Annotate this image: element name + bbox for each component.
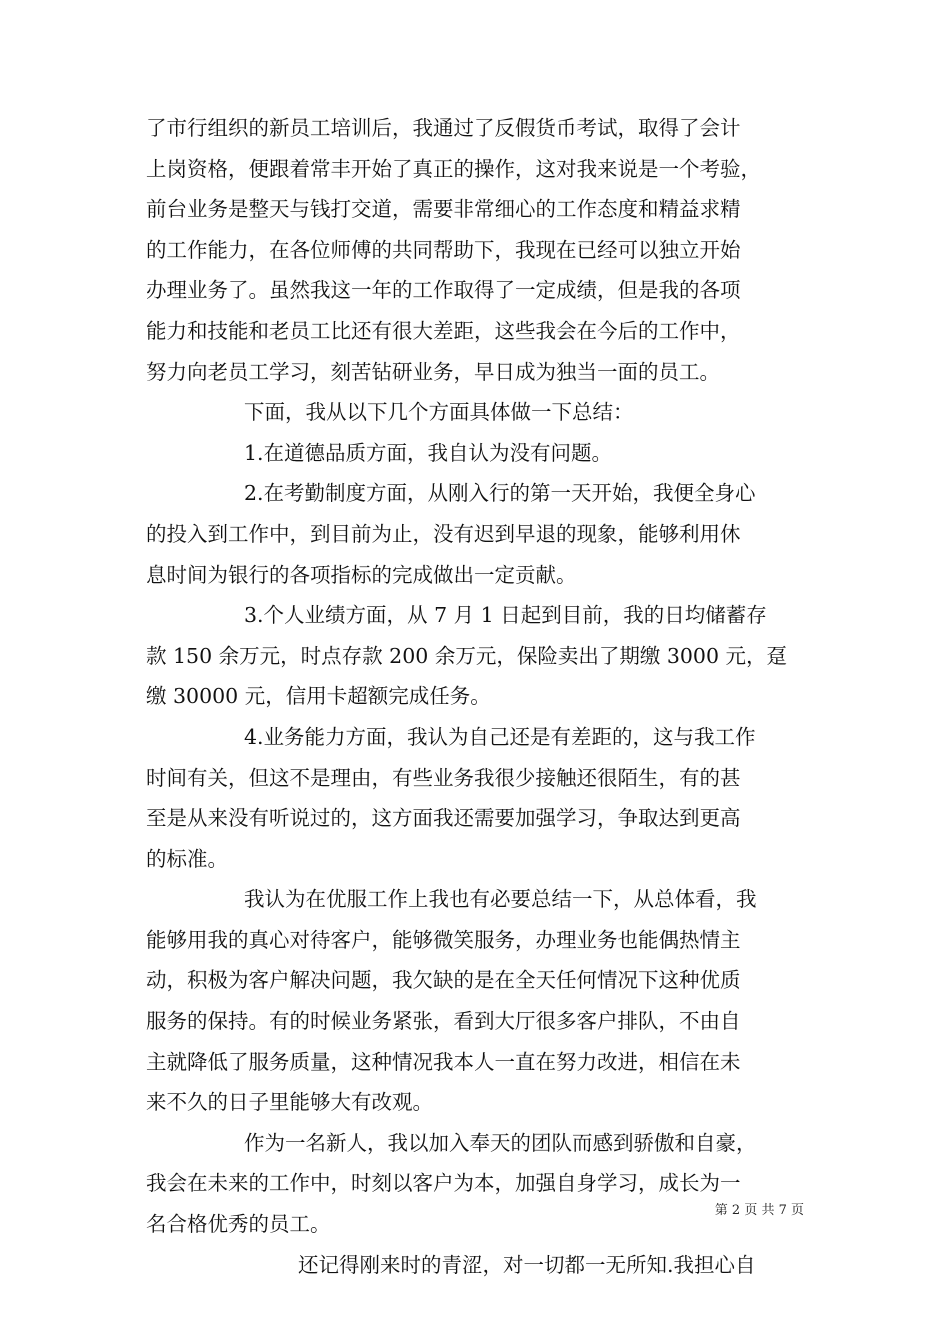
text-line: 办理业务了。虽然我这一年的工作取得了一定成绩，但是我的各项 — [146, 278, 741, 303]
text-line: 的投入到工作中，到目前为止，没有迟到早退的现象，能够利用休 — [146, 521, 741, 546]
text-line: 动，积极为客户解决问题，我欠缺的是在全天任何情况下这种优质 — [146, 968, 741, 993]
text-line: 我会在未来的工作中，时刻以客户为本，加强自身学习，成长为一 — [146, 1171, 741, 1196]
text-line: 能力和技能和老员工比还有很大差距，这些我会在今后的工作中， — [146, 318, 741, 343]
text-line: 4.业务能力方面，我认为自己还是有差距的，这与我工作 — [244, 724, 756, 749]
text-line: 了市行组织的新员工培训后，我通过了反假货币考试，取得了会计 — [146, 116, 741, 140]
page-number-footer: 第 2 页 共 7 页 — [714, 1203, 804, 1218]
text-line: 我认为在优服工作上我也有必要总结一下，从总体看，我 — [244, 887, 757, 912]
text-line: 下面，我从以下几个方面具体做一下总结： — [244, 400, 634, 425]
text-line: 款 150 余万元，时点存款 200 余万元，保险卖出了期缴 3000 元，趸 — [146, 643, 788, 668]
text-line: 时间有关，但这不是理由，有些业务我很少接触还很陌生，有的甚 — [146, 765, 741, 790]
text-line: 缴 30000 元，信用卡超额完成任务。 — [146, 684, 491, 709]
text-line: 上岗资格，便跟着常丰开始了真正的操作，这对我来说是一个考验， — [146, 156, 761, 181]
text-line: 息时间为银行的各项指标的完成做出一定贡献。 — [146, 562, 577, 587]
text-line: 主就降低了服务质量，这种情况我本人一直在努力改进，相信在未 — [146, 1049, 741, 1074]
text-line: 2.在考勤制度方面，从刚入行的第一天开始，我便全身心 — [244, 481, 756, 506]
text-line: 3.个人业绩方面，从 7 月 1 日起到目前，我的日均储蓄存 — [244, 603, 767, 628]
text-line: 1.在道德品质方面，我自认为没有问题。 — [244, 440, 613, 465]
text-line: 来不久的日子里能够大有改观。 — [146, 1090, 433, 1115]
text-line: 作为一名新人，我以加入奉天的团队而感到骄傲和自豪， — [244, 1130, 757, 1155]
text-line: 努力向老员工学习，刻苦钻研业务，早日成为独当一面的员工。 — [146, 359, 720, 384]
text-line: 能够用我的真心对待客户，能够微笑服务，办理业务也能偶热情主 — [146, 927, 741, 952]
text-line: 的标准。 — [146, 846, 228, 871]
document-body — [146, 108, 806, 1285]
text-line: 服务的保持。有的时候业务紧张，看到大厅很多客户排队，不由自 — [146, 1009, 741, 1034]
text-line: 还记得刚来时的青涩，对一切都一无所知.我担心自 — [298, 1252, 756, 1277]
text-line: 至是从来没有听说过的，这方面我还需要加强学习，争取达到更高 — [146, 806, 741, 831]
text-line: 前台业务是整天与钱打交道，需要非常细心的工作态度和精益求精 — [146, 197, 741, 222]
text-line: 名合格优秀的员工。 — [146, 1212, 331, 1237]
text-line: 的工作能力，在各位师傅的共同帮助下，我现在已经可以独立开始 — [146, 237, 741, 262]
